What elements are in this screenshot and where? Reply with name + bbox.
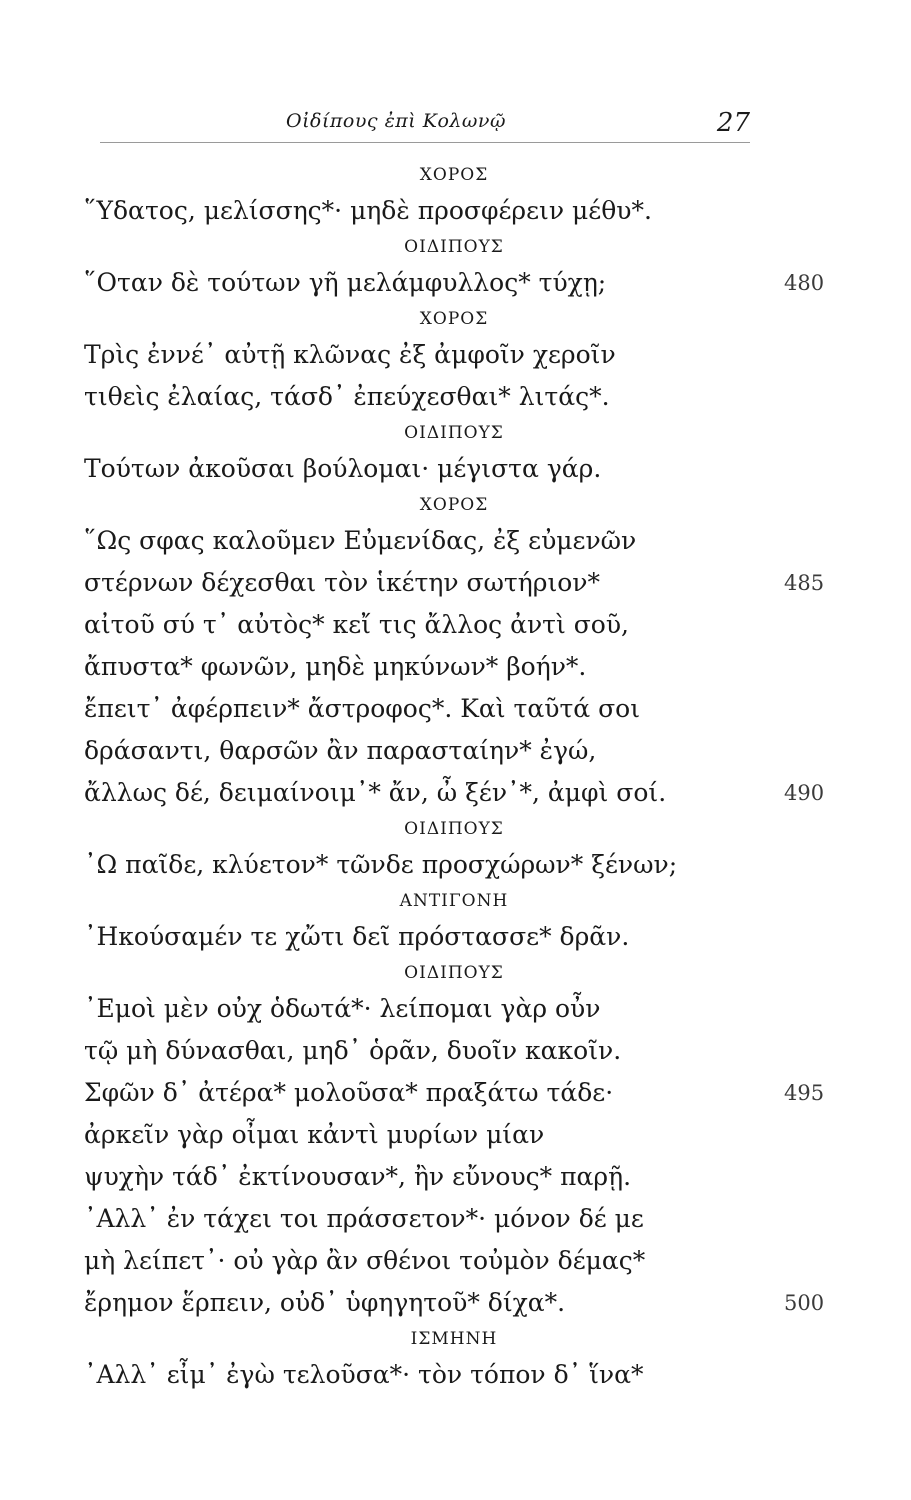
verse-line-text: αἰτοῦ σύ τ᾿ αὐτὸς* κεἴ τις ἄλλος ἀντὶ σοῦ, [84, 610, 630, 639]
verse-line-text: ἄλλως δέ, δειμαίνοιμ᾿* ἄν, ὦ ξέν᾿*, ἀμφὶ σοί. [84, 778, 667, 807]
verse-line [84, 334, 784, 376]
verse-line [84, 262, 825, 304]
verse-line [84, 688, 784, 730]
verse-line [84, 646, 784, 688]
verse-line-text: στέρνων δέχεσθαι τὸν ἱκέτην σωτήριον* [84, 568, 600, 597]
line-number: 480 [784, 271, 825, 295]
verse-line-text: τιθεὶς ἐλαίας, τάσδ᾿ ἐπεύχεσθαι* λιτάς*. [84, 382, 610, 411]
verse-line-text: ᾿Αλλ᾿ εἶμ᾿ ἐγὼ τελοῦσα*· τὸν τόπον δ᾿ ἵνα* [84, 1360, 644, 1389]
verse-line-text: ῞Ως σφας καλοῦμεν Εὐμενίδας, ἐξ εὐμενῶν [84, 526, 637, 555]
speaker-name: ΧΟΡΟΣ [419, 165, 489, 185]
verse-line-text: δράσαντι, θαρσῶν ἂν παρασταίην* ἐγώ, [84, 736, 597, 765]
verse-text [84, 160, 825, 1396]
verse-line [84, 844, 784, 886]
speaker-name: ΧΟΡΟΣ [419, 309, 489, 329]
line-number: 485 [784, 571, 825, 595]
line-number: 495 [784, 1081, 825, 1105]
verse-line-text: μὴ λείπετ᾿· οὐ γὰρ ἂν σθένοι τοὐμὸν δέμας* [84, 1246, 646, 1275]
verse-line-text: ἄπυστα* φωνῶν, μηδὲ μηκύνων* βοήν*. [84, 652, 587, 681]
running-title: Οἰδίπους ἐπὶ Κολωνῷ [286, 110, 506, 132]
verse-line-text: Σφῶν δ᾿ ἀτέρα* μολοῦσα* πραξάτω τάδε· [84, 1078, 614, 1107]
verse-line [84, 772, 825, 814]
verse-line [84, 1282, 825, 1324]
verse-line-text: ἔρημον ἕρπειν, οὐδ᾿ ὑφηγητοῦ* δίχα*. [84, 1288, 566, 1317]
verse-line [84, 448, 784, 490]
speaker-name: ΙΣΜΗΝΗ [410, 1329, 498, 1349]
verse-line [84, 1156, 784, 1198]
page-number: 27 [716, 108, 750, 138]
verse-line [84, 1072, 825, 1114]
verse-line [84, 376, 784, 418]
verse-line-text: ψυχὴν τάδ᾿ ἐκτίνουσαν*, ἢν εὔνους* παρῇ. [84, 1162, 632, 1191]
speaker-name: ΟΙΔΙΠΟΥΣ [404, 237, 504, 257]
verse-line-text: ῞Υδατος, μελίσσης*· μηδὲ προσφέρειν μέθυ*. [84, 196, 652, 225]
verse-line-text: ᾿Ηκούσαμέν τε χὤτι δεῖ πρόστασσε* δρᾶν. [84, 922, 630, 951]
verse-line-text: ἀρκεῖν γὰρ οἶμαι κἀντὶ μυρίων μίαν [84, 1120, 545, 1149]
verse-line [84, 730, 784, 772]
verse-line [84, 1354, 784, 1396]
speaker-name: ΟΙΔΙΠΟΥΣ [404, 963, 504, 983]
verse-line [84, 916, 784, 958]
running-head [270, 108, 750, 144]
verse-line [84, 190, 784, 232]
speaker-name: ΟΙΔΙΠΟΥΣ [404, 819, 504, 839]
verse-line [84, 1240, 784, 1282]
speaker-name: ΧΟΡΟΣ [419, 495, 489, 515]
verse-line [84, 988, 784, 1030]
speaker-name: ΟΙΔΙΠΟΥΣ [404, 423, 504, 443]
verse-line [84, 604, 784, 646]
verse-line [84, 1030, 784, 1072]
header-rule [100, 142, 750, 143]
verse-line-text: ἔπειτ᾿ ἀφέρπειν* ἄστροφος*. Καὶ ταῦτά σοι [84, 694, 641, 723]
verse-line-text: ᾿Εμοὶ μὲν οὐχ ὁδωτά*· λείπομαι γὰρ οὖν [84, 994, 601, 1023]
verse-line-text: Τρὶς ἐννέ᾿ αὐτῇ κλῶνας ἐξ ἀμφοῖν χεροῖν [84, 340, 616, 369]
verse-line [84, 1198, 784, 1240]
verse-line [84, 520, 784, 562]
line-number: 500 [784, 1291, 825, 1315]
verse-line-text: ῞Οταν δὲ τούτων γῆ μελάμφυλλος* τύχῃ; [84, 268, 607, 297]
line-number: 490 [784, 781, 825, 805]
verse-line [84, 1114, 784, 1156]
verse-line-text: Τούτων ἀκοῦσαι βούλομαι· μέγιστα γάρ. [84, 454, 602, 483]
verse-line-text: ᾿Ω παῖδε, κλύετον* τῶνδε προσχώρων* ξένων; [84, 850, 678, 879]
verse-line [84, 562, 825, 604]
verse-line-text: ᾿Αλλ᾿ ἐν τάχει τοι πράσσετον*· μόνον δέ με [84, 1204, 644, 1233]
verse-line-text: τῷ μὴ δύνασθαι, μηδ᾿ ὁρᾶν, δυοῖν κακοῖν. [84, 1036, 622, 1065]
speaker-name: ΑΝΤΙΓΟΝΗ [399, 891, 509, 911]
